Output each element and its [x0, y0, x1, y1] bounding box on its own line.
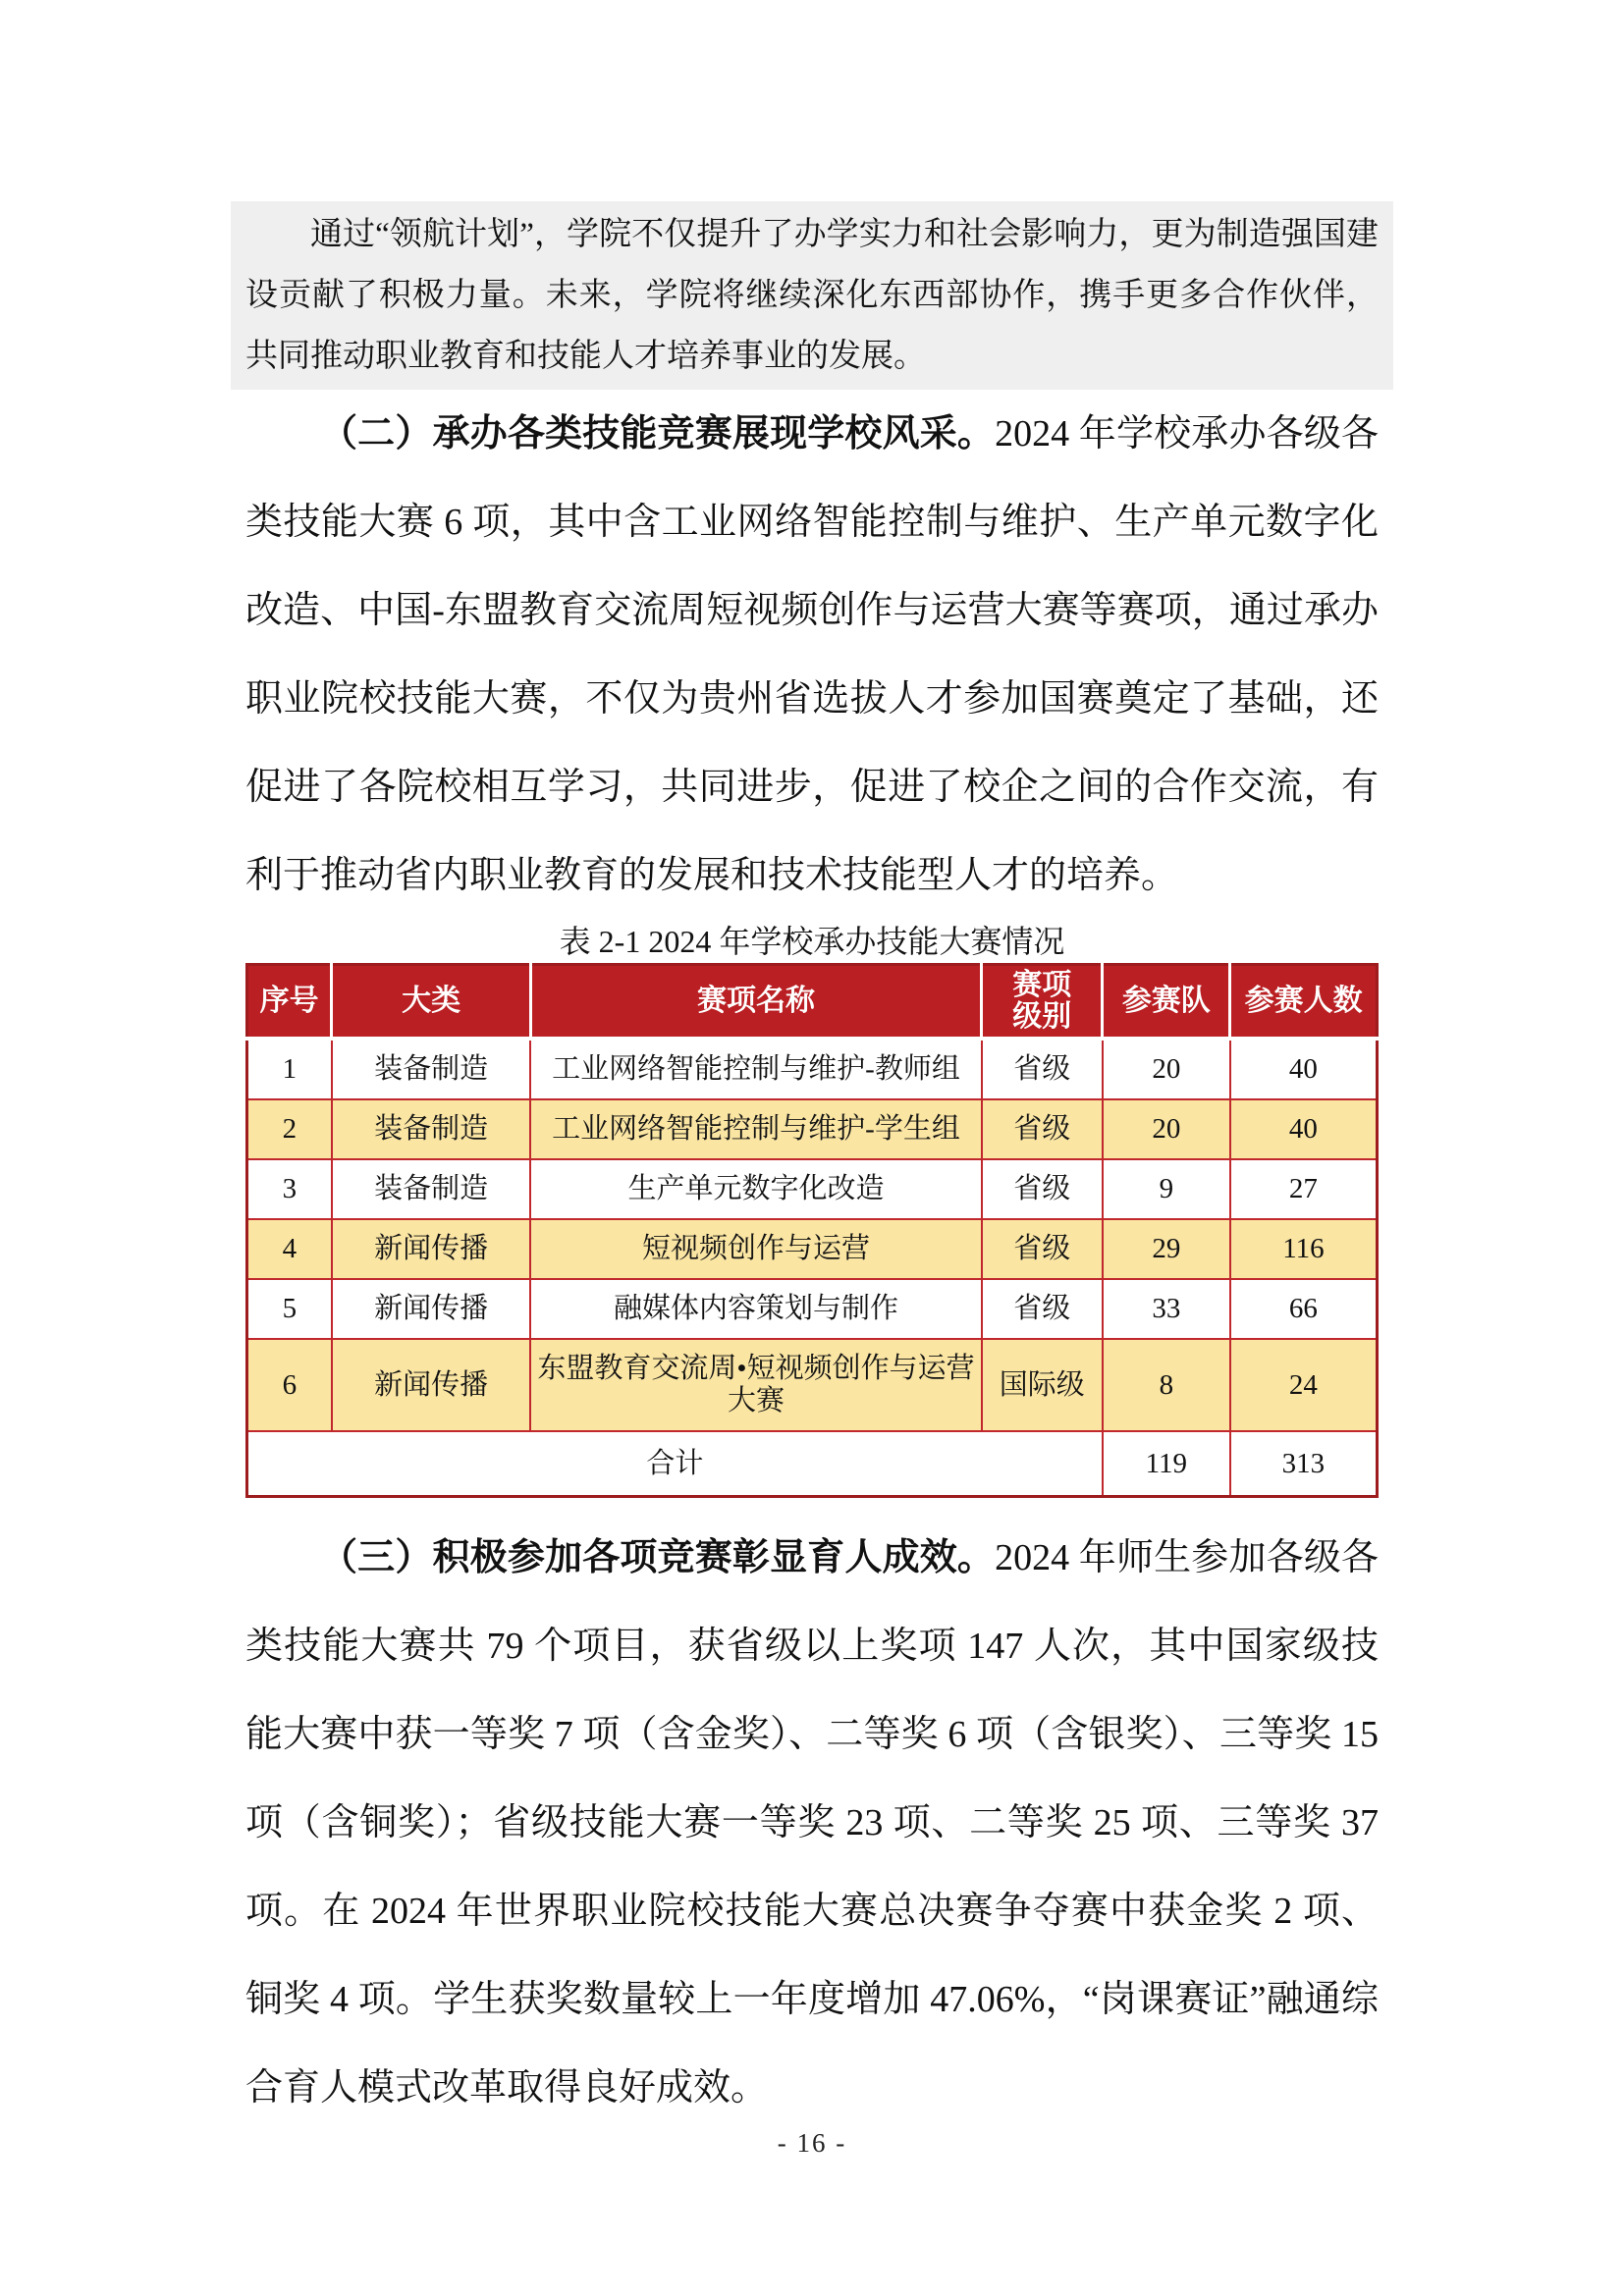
- cell-event-name: 工业网络智能控制与维护-学生组: [530, 1099, 981, 1159]
- cell-seq: 4: [247, 1219, 332, 1279]
- cell-level: 国际级: [982, 1339, 1103, 1431]
- cell-seq: 5: [247, 1279, 332, 1339]
- table-title: 表 2-1 2024 年学校承办技能大赛情况: [559, 924, 1065, 959]
- cell-participants: 116: [1230, 1219, 1378, 1279]
- cell-teams: 20: [1103, 1039, 1230, 1099]
- cell-seq: 2: [247, 1099, 332, 1159]
- cell-seq: 6: [247, 1339, 332, 1431]
- cell-category: 新闻传播: [332, 1279, 531, 1339]
- col-header-category: 大类: [332, 965, 531, 1040]
- cell-seq: 1: [247, 1039, 332, 1099]
- cell-event-name: 生产单元数字化改造: [530, 1159, 981, 1219]
- cell-teams: 33: [1103, 1279, 1230, 1339]
- highlight-paragraph: 通过“领航计划”，学院不仅提升了办学实力和社会影响力，更为制造强国建设贡献了积极力量。未来，学院将继续深化东西部协作，携手更多合作伙伴，共同推动职业教育和技能人才培养事业的发展。: [231, 201, 1393, 390]
- table-total-row: [247, 1431, 1378, 1497]
- cell-level: 省级: [982, 1219, 1103, 1279]
- total-label: 合计: [247, 1431, 1103, 1497]
- cell-category: 装备制造: [332, 1039, 531, 1099]
- table-row: [247, 1279, 1378, 1339]
- cell-category: 装备制造: [332, 1159, 531, 1219]
- paragraph-2-heading: （二）承办各类技能竞赛展现学校风采。: [320, 413, 996, 454]
- table-row: [247, 1339, 1378, 1431]
- cell-participants: 40: [1230, 1039, 1378, 1099]
- cell-teams: 8: [1103, 1339, 1230, 1431]
- cell-category: 新闻传播: [332, 1339, 531, 1431]
- col-header-teams: 参赛队: [1103, 965, 1230, 1040]
- total-teams: 119: [1103, 1431, 1230, 1497]
- cell-seq: 3: [247, 1159, 332, 1219]
- page-number: - 16 -: [777, 2128, 847, 2158]
- col-header-event-name: 赛项名称: [530, 965, 981, 1040]
- col-header-event-level: 赛项级别: [982, 965, 1103, 1040]
- cell-participants: 24: [1230, 1339, 1378, 1431]
- cell-teams: 9: [1103, 1159, 1230, 1219]
- cell-teams: 20: [1103, 1099, 1230, 1159]
- paragraph-3-text: 2024 年师生参加各级各类技能大赛共 79 个项目，获省级以上奖项 147 人次，其中国家级技能大赛中获一等奖 7 项（含金奖）、二等奖 6 项（含银奖）、三等奖 15 项（含铜奖）；省级技能大赛一等奖 23 项、二等奖 25 项、三等奖 37 项。在 2024 年世界职业院校技能大赛总决赛争夺赛中获金奖 2 项、铜奖 4 项。学生获奖数量较上一年度增加 47.06%，“岗课赛证”融通综合育人模式改革取得良好成效。: [245, 1537, 1379, 2109]
- cell-event-name: 短视频创作与运营: [530, 1219, 981, 1279]
- col-header-seq: 序号: [247, 965, 332, 1040]
- col-header-participants: 参赛人数: [1230, 965, 1378, 1040]
- cell-participants: 40: [1230, 1099, 1378, 1159]
- paragraph-2-text: 2024 年学校承办各级各类技能大赛 6 项，其中含工业网络智能控制与维护、生产单元数字化改造、中国-东盟教育交流周短视频创作与运营大赛等赛项，通过承办职业院校技能大赛，不仅为贵州省选拔人才参加国赛奠定了基础，还促进了各院校相互学习，共同进步，促进了校企之间的合作交流，有利于推动省内职业教育的发展和技术技能型人才的培养。: [245, 413, 1379, 896]
- cell-participants: 66: [1230, 1279, 1378, 1339]
- cell-level: 省级: [982, 1159, 1103, 1219]
- cell-level: 省级: [982, 1099, 1103, 1159]
- total-participants: 313: [1230, 1431, 1378, 1497]
- table-header-row: [247, 965, 1378, 1040]
- competitions-table: [245, 963, 1379, 1498]
- paragraph-awards: [245, 1514, 1379, 2132]
- cell-category: 装备制造: [332, 1099, 531, 1159]
- cell-participants: 27: [1230, 1159, 1378, 1219]
- table-row: [247, 1219, 1378, 1279]
- cell-event-name: 东盟教育交流周•短视频创作与运营大赛: [530, 1339, 981, 1431]
- cell-category: 新闻传播: [332, 1219, 531, 1279]
- cell-level: 省级: [982, 1039, 1103, 1099]
- table-row: [247, 1099, 1378, 1159]
- cell-event-name: 融媒体内容策划与制作: [530, 1279, 981, 1339]
- cell-event-name: 工业网络智能控制与维护-教师组: [530, 1039, 981, 1099]
- table-row: [247, 1039, 1378, 1099]
- cell-teams: 29: [1103, 1219, 1230, 1279]
- paragraph-3-heading: （三）积极参加各项竞赛彰显育人成效。: [320, 1537, 996, 1578]
- paragraph-competitions-hosted: [245, 390, 1379, 920]
- cell-level: 省级: [982, 1279, 1103, 1339]
- table-row: [247, 1159, 1378, 1219]
